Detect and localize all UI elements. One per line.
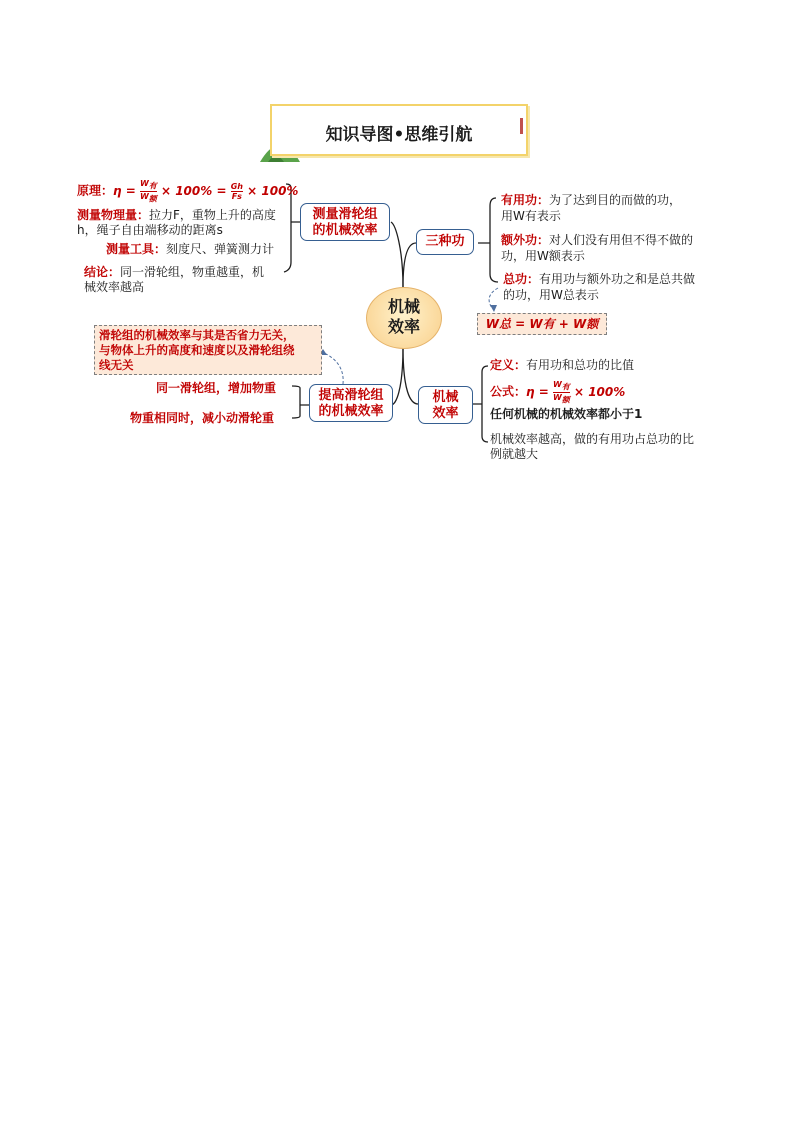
connector-center-left-top: [391, 222, 403, 287]
center-label-line2: 效率: [387, 317, 420, 336]
node-improve-line2: 的机械效率: [318, 404, 384, 419]
note-independence-line2: 与物体上升的高度和速度以及滑轮组绕: [99, 343, 295, 357]
quantities-row: [77, 207, 276, 223]
bracket-right-top: [478, 198, 498, 282]
connector-center-right-bottom: [403, 347, 418, 404]
node-improve-line1: 提高滑轮组: [318, 388, 384, 403]
bracket-left-bottom: [300, 388, 309, 416]
extra-work-label: 额外功：: [501, 233, 550, 247]
title-box: [270, 104, 528, 156]
title-accent-bar: [520, 118, 523, 134]
principle-formula: η = $W_有$ $W_额$ × 100% = $\frac{Gh}{Fs}$ × 100%: [113, 179, 299, 204]
definition-label: 定义：: [490, 358, 527, 372]
definition-row: [490, 357, 634, 373]
useful-work-label: 有用功：: [501, 193, 550, 207]
formula-value: η = $W_有$ $W_额$ × 100%: [526, 380, 626, 405]
total-work-row: [503, 271, 695, 287]
total-work-text: 有用功与额外功之和是总共做: [539, 272, 696, 286]
quantities-label: 测量物理量：: [77, 208, 150, 222]
node-measure-line1: 测量滑轮组: [312, 207, 378, 222]
useful-work-row-2: 用W有表示: [501, 209, 561, 223]
improve-item-1: 同一滑轮组，增加物重: [156, 381, 277, 395]
tools-text: 刻度尺、弹簧测力计: [166, 242, 275, 256]
higher-efficiency-row-2: 例就越大: [490, 447, 539, 461]
tools-row: [106, 241, 274, 257]
node-three-works-label: 三种功: [425, 234, 465, 249]
conclusion-row-2: 械效率越高: [84, 280, 145, 294]
improve-item-2: 物重相同时，减小动滑轮重: [130, 411, 275, 425]
node-mechanical-efficiency: [418, 386, 473, 424]
useful-work-row: [501, 192, 681, 208]
node-mech-line1: 机械: [432, 390, 459, 405]
connector-center-right-top: [403, 243, 416, 287]
note-independence-line3: 线无关: [99, 358, 134, 372]
note-total-formula: [477, 313, 607, 335]
definition-text: 有用功和总功的比值: [526, 358, 635, 372]
quantities-text: 拉力F，重物上升的高度: [149, 208, 276, 222]
total-formula: W总 = W有 + W额: [485, 317, 599, 331]
node-measure-line2: 的机械效率: [312, 223, 378, 238]
formula-row: [490, 380, 625, 404]
extra-work-row: [501, 232, 693, 248]
node-improve-efficiency: [309, 384, 393, 422]
extra-work-row-2: 功，用W额表示: [501, 249, 585, 263]
bracket-right-bottom: [473, 366, 488, 442]
quantities-row-2: h，绳子自由端移动的距离s: [77, 223, 223, 237]
note-independence-line1: 滑轮组的机械效率与其是否省力无关，: [99, 328, 295, 342]
center-node: [366, 287, 442, 349]
dashed-arrow-left: [322, 352, 343, 384]
total-work-row-2: 的功，用W总表示: [503, 288, 599, 302]
principle-row: [77, 179, 298, 203]
page-title: 知识导图•思维引航: [325, 125, 473, 145]
note-independence: [94, 325, 322, 375]
principle-label: 原理：: [77, 183, 114, 198]
conclusion-text: 同一滑轮组，物重越重，机: [120, 265, 265, 279]
useful-work-text: 为了达到目的而做的功，: [549, 193, 682, 207]
conclusion-label: 结论：: [84, 265, 121, 279]
node-mech-line2: 效率: [432, 406, 459, 421]
node-measure-efficiency: [300, 203, 390, 241]
conclusion-row: [84, 264, 264, 280]
extra-work-text: 对人们没有用但不得不做的: [549, 233, 694, 247]
total-work-label: 总功：: [503, 272, 540, 286]
node-three-works: [416, 229, 474, 255]
tools-label: 测量工具：: [106, 242, 167, 256]
efficiency-fact: 任何机械的机械效率都小于1: [490, 407, 643, 421]
higher-efficiency-row: 机械效率越高，做的有用功占总功的比: [490, 432, 695, 446]
center-label-line1: 机械: [387, 297, 420, 316]
formula-label: 公式：: [490, 384, 527, 399]
